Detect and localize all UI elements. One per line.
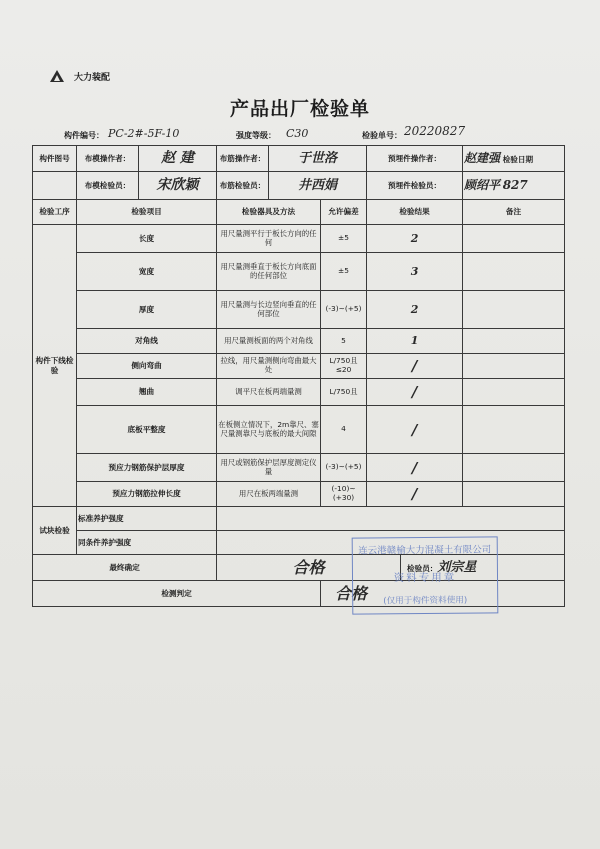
- strength-label: 强度等级：: [236, 131, 276, 140]
- col-head-remark: 备注: [463, 200, 565, 225]
- item-result: [367, 454, 463, 482]
- process-label: 构件下线检验: [33, 225, 77, 507]
- item-result-value: /: [411, 485, 418, 503]
- rebar-operator-label: 布筋操作者：: [217, 146, 269, 172]
- mold-operator-label: 布模操作者：: [77, 146, 139, 172]
- rebar-inspector-signature: 井西娟: [298, 177, 338, 193]
- embed-operator-signature: 赵建强: [464, 151, 501, 166]
- table-row: [33, 406, 565, 454]
- item-name: 底板平整度: [77, 406, 217, 454]
- item-tolerance: 4: [321, 406, 367, 454]
- item-remark: [463, 354, 565, 379]
- item-tolerance: L/750且: [321, 379, 367, 406]
- embed-operator-cell: [463, 146, 565, 172]
- component-no-value: PC-2#-5F-10: [108, 127, 180, 140]
- inspection-date-value: 827: [502, 178, 528, 193]
- item-result-value: 2: [410, 231, 419, 245]
- rebar-operator-value: [269, 146, 367, 172]
- item-method: 用尺量测与长边竖向垂直的任何部位: [217, 291, 321, 329]
- inspection-no-value: 20220827: [404, 124, 466, 138]
- item-name: 侧向弯曲: [77, 354, 217, 379]
- table-row: [33, 379, 565, 406]
- strength-value: C30: [286, 127, 309, 140]
- stamp-company-name: 连云港赣榆大力混凝土有限公司: [358, 544, 492, 557]
- stamp-title: 资料专用章: [393, 571, 457, 585]
- table-row: [33, 507, 565, 531]
- item-remark: [463, 329, 565, 354]
- item-result: [367, 354, 463, 379]
- component-no-label: 构件编号：: [64, 131, 104, 140]
- company-seal-stamp: [352, 536, 499, 614]
- item-result: [367, 225, 463, 253]
- mold-inspector-label: 布模检验员：: [77, 172, 139, 200]
- item-remark: [463, 482, 565, 507]
- item-name: 厚度: [77, 291, 217, 329]
- inspector-signature: 刘宗星: [437, 559, 477, 575]
- drawing-no-value: [33, 172, 77, 200]
- drawing-no-label: 构件图号: [33, 146, 77, 172]
- item-remark: [463, 225, 565, 253]
- brand-logo-icon: [50, 70, 64, 84]
- item-remark: [463, 379, 565, 406]
- item-result: [367, 406, 463, 454]
- table-row: [33, 225, 565, 253]
- trial-standard-value: [217, 507, 565, 531]
- embed-operator-label: 预埋件操作者：: [367, 146, 463, 172]
- item-method: 调平尺在板两端量测: [217, 379, 321, 406]
- table-row: [33, 291, 565, 329]
- item-result-value: /: [411, 458, 418, 477]
- item-result-value: /: [411, 357, 418, 375]
- page-title: 产品出厂检验单: [229, 98, 370, 120]
- item-result-value: 1: [410, 334, 419, 348]
- col-head-process: 检验工序: [33, 200, 77, 225]
- col-head-result: 检验结果: [367, 200, 463, 225]
- mold-inspector-signature: 宋欣颖: [156, 177, 199, 194]
- item-result-value: /: [411, 383, 418, 401]
- table-row: [33, 253, 565, 291]
- item-result-value: 3: [410, 264, 419, 278]
- embed-inspector-signature: 顾绍平: [464, 178, 501, 193]
- item-tolerance: (-3)~(+5): [321, 291, 367, 329]
- table-row: [33, 329, 565, 354]
- mold-operator-value: [139, 146, 217, 172]
- item-remark: [463, 406, 565, 454]
- inspection-no-label: 检验单号：: [362, 131, 402, 140]
- mold-inspector-value: [139, 172, 217, 200]
- embed-inspector-cell: [463, 172, 565, 200]
- col-head-item: 检验项目: [77, 200, 217, 225]
- item-tolerance: (-10)~(+30): [321, 482, 367, 507]
- inspection-date-label: 检验日期: [502, 155, 534, 165]
- item-result: [367, 329, 463, 354]
- final-signature: 合格: [292, 557, 325, 577]
- stamp-usage-note: (仅用于构件资料使用): [383, 595, 468, 607]
- item-tolerance: 5: [321, 329, 367, 354]
- judge-signature: 合格: [335, 583, 368, 603]
- item-name: 长度: [77, 225, 217, 253]
- embed-inspector-label: 预埋件检验员：: [367, 172, 463, 200]
- col-head-method: 检验器具及方法: [217, 200, 321, 225]
- table-row: [33, 354, 565, 379]
- trial-standard-label: 标准养护强度: [77, 507, 217, 531]
- inspector-label: 检验员：: [407, 563, 438, 573]
- item-result: [367, 482, 463, 507]
- item-result: [367, 379, 463, 406]
- table-row: [33, 482, 565, 507]
- item-name: 预应力钢筋拉伸长度: [77, 482, 217, 507]
- trial-label: 试块检验: [33, 507, 77, 555]
- item-method: 用尺量测平行于板长方向的任何: [217, 225, 321, 253]
- item-method: 用尺在板两端量测: [217, 482, 321, 507]
- item-method: 用尺量测垂直于板长方向底面的任何部位: [217, 253, 321, 291]
- item-name: 对角线: [77, 329, 217, 354]
- item-result-value: /: [411, 420, 418, 439]
- mold-operator-signature: 赵 建: [161, 150, 194, 167]
- trial-same-label: 同条件养护强度: [77, 531, 217, 555]
- item-name: 宽度: [77, 253, 217, 291]
- judge-label: 检测判定: [33, 581, 321, 607]
- item-method: 用尺量测板面的两个对角线: [217, 329, 321, 354]
- item-result-value: 2: [410, 302, 419, 316]
- item-method: 用尺或钢筋保护层厚度测定仪量: [217, 454, 321, 482]
- col-head-tolerance: 允许偏差: [321, 200, 367, 225]
- item-tolerance: ±5: [321, 225, 367, 253]
- item-method: 在板侧立情况下，2m靠尺、塞尺量测靠尺与底板的最大间隙: [217, 406, 321, 454]
- item-tolerance: L/750且 ≤20: [321, 354, 367, 379]
- brand-name: 大力装配: [74, 73, 111, 83]
- rebar-inspector-label: 布筋检验员：: [217, 172, 269, 200]
- table-row: [33, 454, 565, 482]
- item-result: [367, 291, 463, 329]
- item-method: 拉线，用尺量测侧向弯曲最大处: [217, 354, 321, 379]
- item-tolerance: (-3)~(+5): [321, 454, 367, 482]
- item-remark: [463, 454, 565, 482]
- item-remark: [463, 291, 565, 329]
- item-name: 预应力钢筋保护层厚度: [77, 454, 217, 482]
- rebar-inspector-value: [269, 172, 367, 200]
- item-name: 翘曲: [77, 379, 217, 406]
- item-tolerance: ±5: [321, 253, 367, 291]
- final-label: 最终确定: [33, 555, 217, 581]
- rebar-operator-signature: 于世洛: [298, 150, 338, 166]
- item-result: [367, 253, 463, 291]
- item-remark: [463, 253, 565, 291]
